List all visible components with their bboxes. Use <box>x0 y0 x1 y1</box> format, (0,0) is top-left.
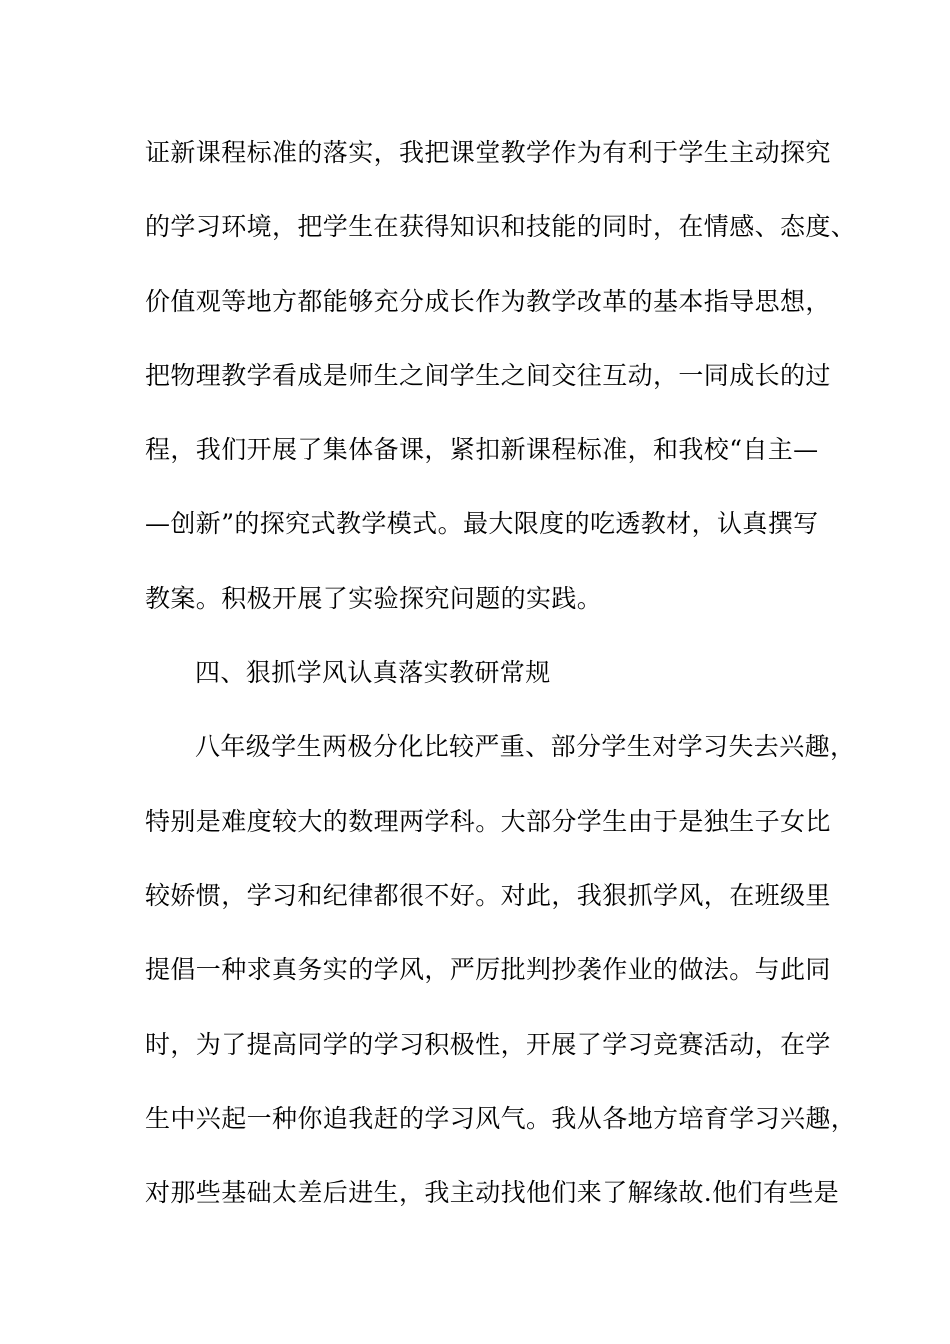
paragraph-line: 程，我们开展了集体备课，紧扣新课程标准，和我校“自主— <box>145 435 819 465</box>
paragraph-line: 把物理教学看成是师生之间学生之间交往互动，一同成长的过 <box>145 360 831 390</box>
paragraph-line: 的学习环境，把学生在获得知识和技能的同时，在情感、态度、 <box>145 212 857 242</box>
paragraph-line: 证新课程标准的落实，我把课堂教学作为有利于学生主动探究 <box>145 138 831 167</box>
paragraph-line: 价值观等地方都能够充分成长作为教学改革的基本指导思想， <box>145 286 831 316</box>
paragraph-line: 教案。积极开展了实验探究问题的实践。 <box>145 583 603 613</box>
paragraph-line: —创新”的探究式教学模式。最大限度的吃透教材，认真撰写 <box>145 509 819 539</box>
paragraph-line: 八年级学生两极分化比较严重、部分学生对学习失去兴趣， <box>195 732 856 762</box>
section-heading: 四、狠抓学风认真落实教研常规 <box>195 658 551 688</box>
paragraph-line: 对那些基础太差后进生，我主动找他们来了解缘故.他们有些是 <box>145 1178 840 1208</box>
paragraph-line: 特别是难度较大的数理两学科。大部分学生由于是独生子女比 <box>145 806 831 836</box>
paragraph-line: 生中兴起一种你追我赶的学习风气。我从各地方培育学习兴趣， <box>145 1103 857 1133</box>
document-body <box>145 127 857 1241</box>
paragraph-line: 提倡一种求真务实的学风，严厉批判抄袭作业的做法。与此同 <box>145 955 831 985</box>
paragraph-line: 较娇惯，学习和纪律都很不好。对此，我狠抓学风，在班级里 <box>145 880 831 910</box>
paragraph-line: 时，为了提高同学的学习积极性，开展了学习竞赛活动，在学 <box>145 1029 831 1059</box>
